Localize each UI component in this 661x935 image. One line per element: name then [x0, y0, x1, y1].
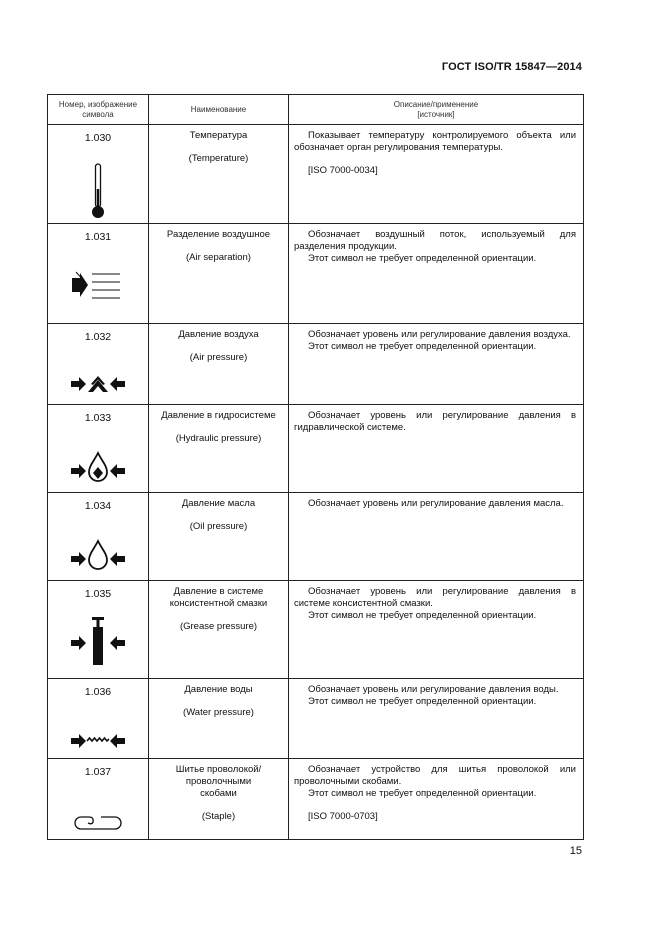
symbol-number: 1.037 [84, 766, 112, 778]
symbol-cell [48, 581, 149, 679]
hydraulic-pressure-icon [70, 451, 126, 483]
description-text: Обозначает уровень или регулирование давления масла. [308, 498, 564, 509]
description-note: Этот символ не требует определенной ориентации. [308, 696, 537, 707]
symbol-cell [48, 324, 149, 405]
document-code: ГОСТ ISO/TR 15847—2014 [441, 61, 582, 73]
description-source: [ISO 7000-0703] [308, 811, 378, 822]
water-pressure-icon [70, 733, 126, 749]
symbol-cell [48, 125, 149, 224]
table-row [48, 224, 584, 324]
description-cell [289, 493, 584, 581]
table-header-row [48, 95, 584, 125]
table-row [48, 679, 584, 759]
table-row [48, 324, 584, 405]
grease-pressure-icon [70, 615, 126, 671]
symbol-name-en: (Temperature) [188, 153, 249, 164]
symbol-cell [48, 759, 149, 840]
description-cell [289, 581, 584, 679]
symbol-name-en: (Hydraulic pressure) [175, 433, 262, 444]
symbol-number: 1.036 [84, 686, 112, 698]
staple-icon [73, 812, 123, 832]
description-note: Этот символ не требует определенной ориентации. [308, 610, 537, 621]
symbol-name-ru: Давление масла [181, 498, 256, 509]
col-header-name: Наименование [149, 95, 289, 125]
description-note: Этот символ не требует определенной ориентации. [308, 341, 537, 352]
col-header-number: Номер, изображение символа [48, 95, 149, 125]
name-cell [149, 759, 289, 840]
symbol-name-ru: Давление в гидросистеме [161, 410, 276, 421]
air-pressure-icon [70, 375, 126, 393]
thermometer-icon [88, 163, 108, 219]
name-cell [149, 581, 289, 679]
symbol-cell [48, 405, 149, 493]
oil-pressure-icon [70, 539, 126, 571]
table-row [48, 759, 584, 840]
symbol-number: 1.030 [84, 132, 112, 144]
name-cell [149, 324, 289, 405]
description-cell [289, 125, 584, 224]
description-source: [ISO 7000-0034] [308, 165, 378, 176]
col-header-desc [289, 95, 584, 125]
description-text: Обозначает уровень или регулирование давления в системе консистентной смазки. [294, 586, 576, 609]
symbol-name-ru: Разделение воздушное [166, 229, 271, 240]
symbol-name-ru: Давление воды [184, 684, 253, 695]
name-cell [149, 493, 289, 581]
page-number: 15 [569, 845, 582, 857]
symbols-table [47, 94, 584, 840]
symbol-name-ru: Шитье проволокой/ проволочными скобами [175, 764, 262, 799]
symbol-number: 1.035 [84, 588, 112, 600]
symbol-cell [48, 493, 149, 581]
symbol-name-en: (Grease pressure) [179, 621, 258, 632]
name-cell [149, 224, 289, 324]
col-header-desc-title: Описание/применение [393, 99, 479, 109]
symbol-name-en: (Air pressure) [189, 352, 248, 363]
symbol-number: 1.033 [84, 412, 112, 424]
description-note: Этот символ не требует определенной ориентации. [308, 253, 537, 264]
symbol-name-ru: Температура [189, 130, 248, 141]
symbol-cell [48, 224, 149, 324]
description-text: Обозначает воздушный поток, используемый для разделения продукции. [294, 229, 576, 252]
symbol-name-ru: Давление в системе консистентной смазки [169, 586, 268, 609]
symbol-name-en: (Water pressure) [183, 707, 254, 718]
symbol-name-en: (Air separation) [186, 252, 251, 263]
air-separation-icon [70, 268, 126, 308]
description-text: Обозначает уровень или регулирование давления в гидравлической системе. [294, 410, 576, 433]
name-cell [149, 125, 289, 224]
name-cell [149, 679, 289, 759]
description-cell [289, 759, 584, 840]
description-cell [289, 679, 584, 759]
description-text: Обозначает уровень или регулирование давления воды. [308, 684, 559, 695]
symbol-name-en: (Staple) [201, 811, 236, 822]
table-row [48, 405, 584, 493]
col-header-desc-source: [источник] [417, 109, 455, 119]
description-cell [289, 224, 584, 324]
symbol-number: 1.034 [84, 500, 112, 512]
table-row [48, 581, 584, 679]
description-note: Этот символ не требует определенной ориентации. [308, 788, 537, 799]
symbol-number: 1.031 [84, 231, 112, 243]
table-row [48, 493, 584, 581]
symbol-cell [48, 679, 149, 759]
description-text: Показывает температуру контролируемого объекта или обозначает орган регулирования температуры. [294, 130, 576, 153]
symbol-name-en: (Oil pressure) [189, 521, 248, 532]
description-text: Обозначает устройство для шитья проволокой или проволочными скобами. [294, 764, 576, 787]
symbol-number: 1.032 [84, 331, 112, 343]
symbol-name-ru: Давление воздуха [178, 329, 259, 340]
name-cell [149, 405, 289, 493]
description-cell [289, 405, 584, 493]
description-text: Обозначает уровень или регулирование давления воздуха. [308, 329, 571, 340]
table-row [48, 125, 584, 224]
description-cell [289, 324, 584, 405]
